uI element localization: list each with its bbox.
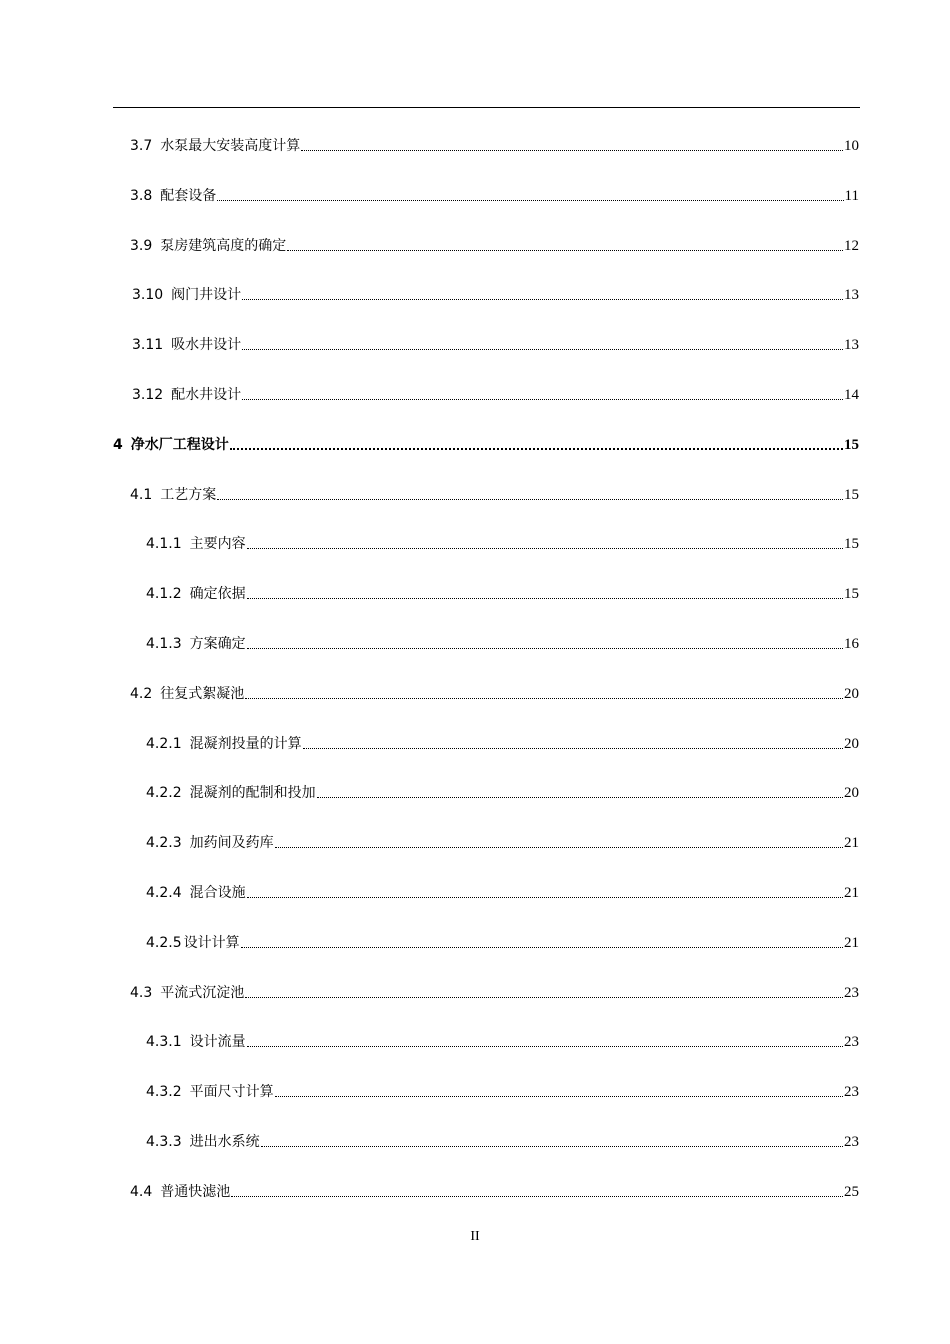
toc-leader-dots xyxy=(247,648,843,649)
toc-entry-page: 13 xyxy=(844,337,859,353)
toc-entry-page: 20 xyxy=(844,736,859,752)
toc-entry-page: 15 xyxy=(844,487,859,503)
toc-entry-title: 方案确定 xyxy=(189,636,246,652)
toc-entry-label xyxy=(132,286,241,304)
toc-entry-label xyxy=(130,486,216,504)
toc-entry[interactable] xyxy=(130,683,859,703)
toc-entry-page: 10 xyxy=(844,138,859,154)
toc-entry-title: 水泵最大安装高度计算 xyxy=(160,138,301,154)
toc-leader-dots xyxy=(242,299,843,300)
toc-entry-page: 20 xyxy=(844,785,859,801)
toc-entry-label xyxy=(146,934,240,952)
toc-entry[interactable] xyxy=(146,1081,859,1101)
toc-entry-title: 确定依据 xyxy=(189,586,246,602)
toc-entry-number: 4.1.2 xyxy=(146,586,182,602)
toc-entry[interactable] xyxy=(130,484,859,504)
toc-entry[interactable] xyxy=(130,135,859,155)
toc-entry-number: 4.4 xyxy=(130,1184,153,1200)
toc-entry[interactable] xyxy=(146,733,859,753)
toc-entry-label xyxy=(130,685,244,703)
toc-entry[interactable] xyxy=(113,434,859,454)
toc-entry[interactable] xyxy=(146,932,859,952)
toc-entry-title: 吸水井设计 xyxy=(171,337,242,353)
toc-entry-number: 3.12 xyxy=(132,387,164,403)
toc-entry-number: 4.3.2 xyxy=(146,1084,182,1100)
toc-leader-dots xyxy=(230,448,843,450)
toc-entry-title: 普通快滤池 xyxy=(160,1184,231,1200)
toc-entry-page: 23 xyxy=(844,1034,859,1050)
toc-entry-number: 4.2.3 xyxy=(146,835,182,851)
toc-entry-label xyxy=(113,436,229,454)
toc-entry-page: 20 xyxy=(844,686,859,702)
toc-entry-number: 4.1 xyxy=(130,487,153,503)
footer-page-number: II xyxy=(470,1229,480,1244)
toc-entry-page: 23 xyxy=(844,985,859,1001)
toc-entry[interactable] xyxy=(146,782,859,802)
toc-entry-page: 23 xyxy=(844,1084,859,1100)
toc-leader-dots xyxy=(247,897,843,898)
toc-entry[interactable] xyxy=(130,235,859,255)
toc-entry-number: 4.2.5 xyxy=(146,935,182,951)
toc-entry[interactable] xyxy=(132,334,859,354)
toc-leader-dots xyxy=(287,250,843,251)
toc-entry-title: 净水厂工程设计 xyxy=(130,437,229,453)
toc-entry-title: 平流式沉淀池 xyxy=(160,985,245,1001)
toc-entry[interactable] xyxy=(130,185,859,205)
toc-entry-number: 4.3.3 xyxy=(146,1134,182,1150)
toc-leader-dots xyxy=(245,997,843,998)
toc-entry-label xyxy=(146,884,246,902)
toc-leader-dots xyxy=(241,947,843,948)
toc-entry[interactable] xyxy=(130,982,859,1002)
toc-entry-page: 12 xyxy=(844,238,859,254)
toc-leader-dots xyxy=(217,499,843,500)
toc-entry-label xyxy=(146,1133,260,1151)
toc-leader-dots xyxy=(275,1096,843,1097)
toc-entry-page: 16 xyxy=(844,636,859,652)
toc-leader-dots xyxy=(245,698,843,699)
toc-entry-title: 加药间及药库 xyxy=(189,835,274,851)
toc-entry-number: 3.9 xyxy=(130,238,153,254)
toc-entry-page: 21 xyxy=(844,885,859,901)
toc-entry[interactable] xyxy=(146,1031,859,1051)
toc-entry-label xyxy=(146,535,246,553)
toc-entry-title: 混凝剂的配制和投加 xyxy=(189,785,316,801)
toc-entry-page: 15 xyxy=(844,586,859,602)
toc-entry-page: 11 xyxy=(844,188,859,204)
toc-entry-label xyxy=(130,1183,230,1201)
toc-leader-dots xyxy=(217,200,843,201)
toc-entry-label xyxy=(146,635,246,653)
toc-entry-number: 4 xyxy=(113,437,123,453)
toc-entry-label xyxy=(146,1033,246,1051)
toc-entry-number: 4.2.4 xyxy=(146,885,182,901)
toc-entry[interactable] xyxy=(130,1181,859,1201)
toc-leader-dots xyxy=(247,548,843,549)
toc-entry-page: 15 xyxy=(844,437,859,453)
toc-entry-number: 4.2 xyxy=(130,686,153,702)
toc-entry-label xyxy=(146,784,316,802)
toc-entry-title: 配套设备 xyxy=(160,188,217,204)
toc-entry-label xyxy=(146,1083,274,1101)
toc-entry-label xyxy=(146,735,302,753)
toc-entry[interactable] xyxy=(146,583,859,603)
toc-entry[interactable] xyxy=(146,1131,859,1151)
toc-entry-number: 4.2.1 xyxy=(146,736,182,752)
toc-entry-label xyxy=(130,187,216,205)
toc-entry-label xyxy=(146,834,274,852)
toc-leader-dots xyxy=(242,349,843,350)
toc-entry[interactable] xyxy=(146,533,859,553)
toc-entry-label xyxy=(132,386,241,404)
toc-entry-page: 23 xyxy=(844,1134,859,1150)
toc-entry-number: 4.1.1 xyxy=(146,536,182,552)
toc-entry-page: 15 xyxy=(844,536,859,552)
toc-entry-number: 3.10 xyxy=(132,287,164,303)
toc-entry-number: 3.8 xyxy=(130,188,153,204)
toc-leader-dots xyxy=(231,1196,843,1197)
toc-entry-page: 13 xyxy=(844,287,859,303)
toc-entry-label xyxy=(130,237,286,255)
toc-entry-label xyxy=(132,336,241,354)
toc-entry-title: 平面尺寸计算 xyxy=(189,1084,274,1100)
toc-entry-title: 往复式絮凝池 xyxy=(160,686,245,702)
toc-entry-title: 设计计算 xyxy=(183,935,240,951)
toc-leader-dots xyxy=(247,598,843,599)
toc-entry-number: 4.2.2 xyxy=(146,785,182,801)
toc-entry-title: 配水井设计 xyxy=(171,387,242,403)
toc-entry-number: 4.3.1 xyxy=(146,1034,182,1050)
toc-entry[interactable] xyxy=(132,284,859,304)
toc-entry-label xyxy=(130,984,244,1002)
toc-entry-title: 设计流量 xyxy=(189,1034,246,1050)
toc-entry-title: 泵房建筑高度的确定 xyxy=(160,238,287,254)
toc-leader-dots xyxy=(317,797,843,798)
toc-entry-number: 3.11 xyxy=(132,337,164,353)
toc-entry-page: 14 xyxy=(844,387,859,403)
toc-entry[interactable] xyxy=(146,882,859,902)
toc-entry[interactable] xyxy=(146,832,859,852)
toc-entry-title: 主要内容 xyxy=(189,536,246,552)
toc-entry-number: 4.3 xyxy=(130,985,153,1001)
toc-entry-number: 4.1.3 xyxy=(146,636,182,652)
toc-leader-dots xyxy=(261,1146,843,1147)
toc-leader-dots xyxy=(303,748,843,749)
toc-entry-number: 3.7 xyxy=(130,138,153,154)
toc-entry[interactable] xyxy=(132,384,859,404)
toc-leader-dots xyxy=(275,847,843,848)
toc-entry-title: 工艺方案 xyxy=(160,487,217,503)
toc-entry-page: 21 xyxy=(844,935,859,951)
toc-entry-title: 进出水系统 xyxy=(189,1134,260,1150)
toc-entry-label xyxy=(146,585,246,603)
toc-entry-title: 混合设施 xyxy=(189,885,246,901)
toc-entry[interactable] xyxy=(146,633,859,653)
toc-entry-title: 混凝剂投量的计算 xyxy=(189,736,302,752)
toc-entry-title: 阀门井设计 xyxy=(171,287,242,303)
toc-entry-label xyxy=(130,137,300,155)
toc-entry-page: 25 xyxy=(844,1184,859,1200)
toc-leader-dots xyxy=(247,1046,843,1047)
toc-leader-dots xyxy=(301,150,843,151)
toc-entry-page: 21 xyxy=(844,835,859,851)
toc-leader-dots xyxy=(242,399,843,400)
